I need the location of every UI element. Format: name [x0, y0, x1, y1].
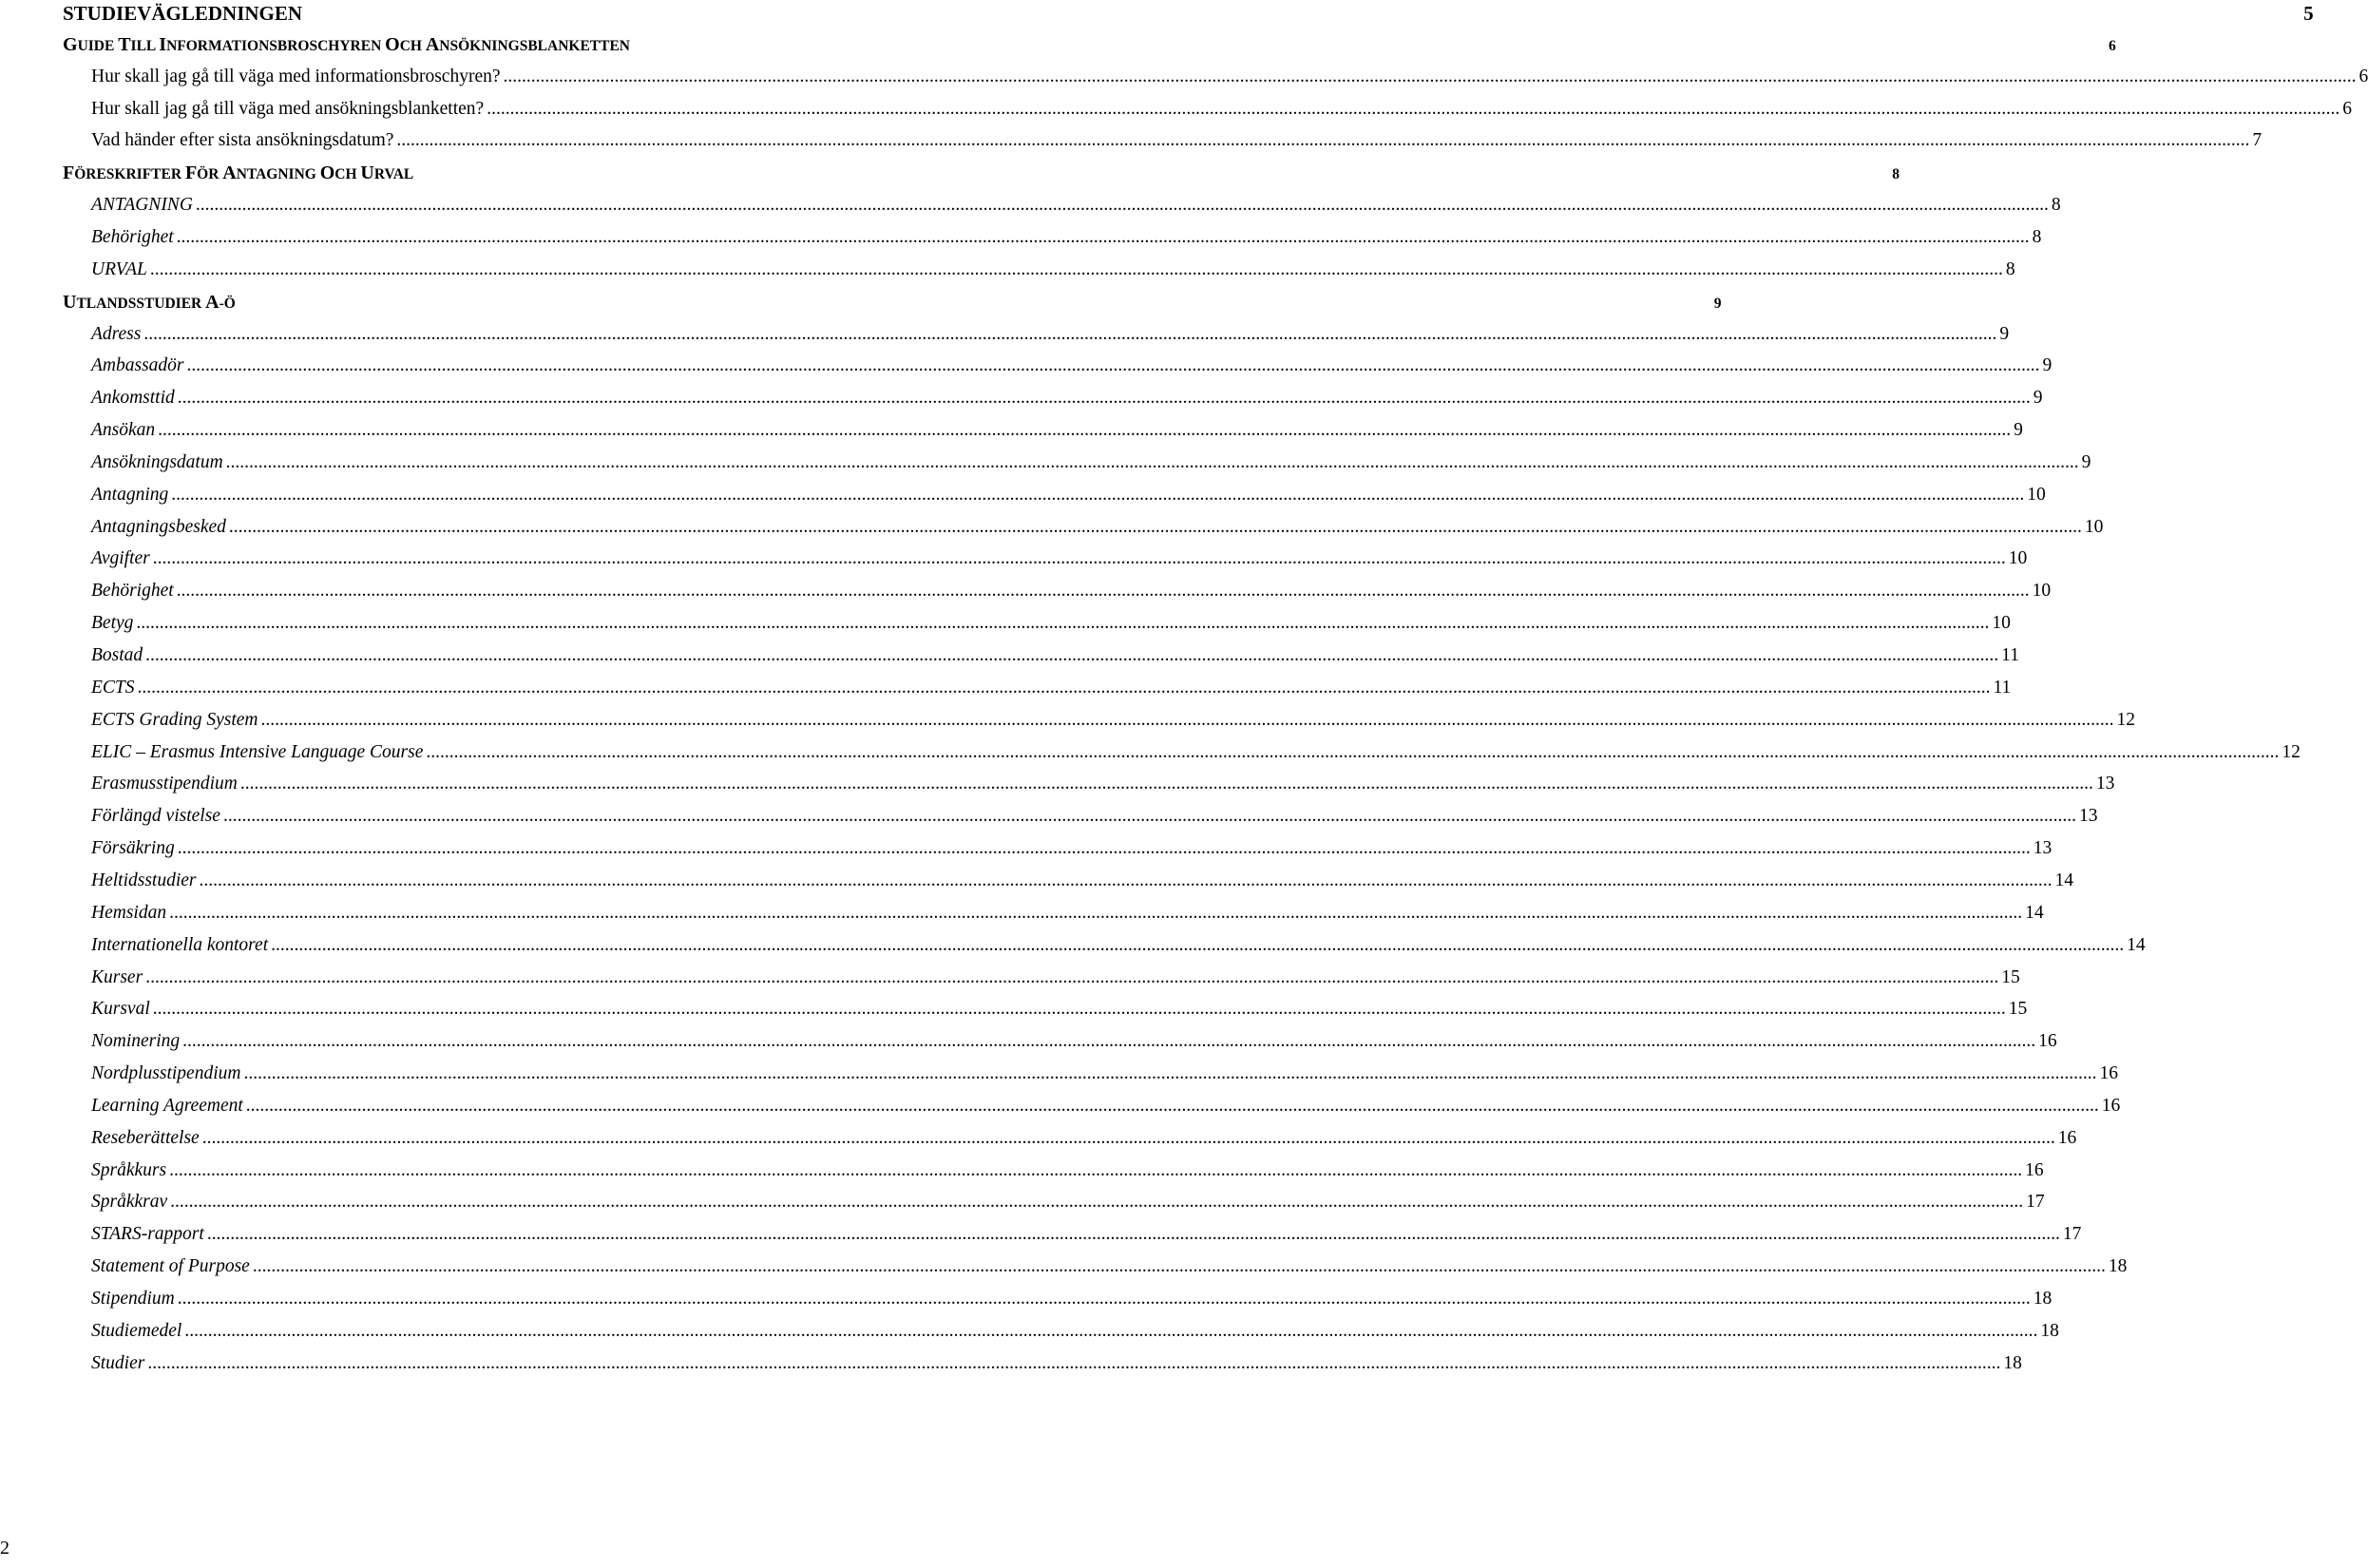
dot-leader: ................................................................................................................................................................................................................................................................................................................................................................................................................ — [169, 1159, 2023, 1180]
dot-leader: ................................................................................................................................................................................................................................................................................................................................................................................................................ — [195, 195, 2049, 216]
toc-entry-label: Ankomsttid — [91, 388, 175, 409]
toc-entry[interactable] — [91, 774, 2115, 794]
toc-entry-page: 6 — [2358, 66, 2368, 86]
dot-leader: ................................................................................................................................................................................................................................................................................................................................................................................................................ — [137, 677, 1991, 698]
toc-entry[interactable] — [91, 258, 2015, 280]
toc-entry-page: 8 — [2032, 226, 2042, 247]
dot-leader: ................................................................................................................................................................................................................................................................................................................................................................................................................ — [184, 1320, 2038, 1341]
toc-entry-page: 17 — [2026, 1192, 2045, 1213]
toc-heading[interactable] — [63, 33, 2116, 56]
dot-leader: ................................................................................................................................................................................................................................................................................................................................................................................................................ — [201, 1127, 2055, 1148]
dot-leader — [416, 166, 1889, 183]
toc-entry-page: 10 — [2032, 581, 2052, 602]
dot-leader: ................................................................................................................................................................................................................................................................................................................................................................................................................ — [199, 870, 2053, 890]
toc-entry-label: Antagning — [91, 484, 169, 505]
dot-leader: ................................................................................................................................................................................................................................................................................................................................................................................................................ — [239, 774, 2093, 794]
toc-entry-page: 18 — [2033, 1289, 2053, 1309]
dot-leader: ................................................................................................................................................................................................................................................................................................................................................................................................................ — [143, 323, 1997, 344]
toc-entry-page: 16 — [2038, 1031, 2057, 1052]
toc-heading[interactable] — [63, 163, 1900, 184]
toc-entry[interactable] — [91, 388, 2043, 409]
toc-entry-page: 6 — [2109, 37, 2116, 54]
toc-entry[interactable] — [91, 1224, 2082, 1245]
toc-entry-label: Internationella kontoret — [91, 934, 269, 955]
toc-entry-page: 16 — [2057, 1127, 2077, 1148]
toc-entry[interactable] — [91, 581, 2052, 602]
dot-leader: ................................................................................................................................................................................................................................................................................................................................................................................................................ — [152, 548, 2006, 569]
dot-leader: ................................................................................................................................................................................................................................................................................................................................................................................................................ — [158, 420, 2012, 441]
dot-leader: ................................................................................................................................................................................................................................................................................................................................................................................................................ — [149, 258, 2003, 279]
toc-entry-label: Studier — [91, 1352, 145, 1373]
toc-entry[interactable] — [91, 226, 2042, 248]
toc-entry[interactable] — [91, 934, 2146, 956]
toc-entry-page: 13 — [2033, 838, 2053, 859]
toc-entry-page: 7 — [2252, 130, 2263, 151]
toc-entry-label: ELIC – Erasmus Intensive Language Course — [91, 741, 424, 762]
toc-entry-page: 13 — [2095, 774, 2115, 794]
toc-entry-page: 11 — [1993, 677, 2012, 698]
toc-entry-label: Ansökningsdatum — [91, 451, 223, 472]
toc-entry-label: Avgifter — [91, 548, 150, 569]
toc-entry-label: Språkkurs — [91, 1159, 167, 1180]
toc-entry-page: 14 — [2054, 870, 2073, 890]
dot-leader: ................................................................................................................................................................................................................................................................................................................................................................................................................ — [228, 516, 2082, 537]
dot-leader: ................................................................................................................................................................................................................................................................................................................................................................................................................ — [396, 130, 2250, 151]
dot-leader: ................................................................................................................................................................................................................................................................................................................................................................................................................ — [136, 613, 1990, 634]
toc-entry-label: ANTAGNING — [91, 195, 193, 216]
toc-entry[interactable] — [91, 355, 2053, 376]
dot-leader: ................................................................................................................................................................................................................................................................................................................................................................................................................ — [171, 484, 2025, 505]
toc-entry[interactable] — [91, 195, 2061, 216]
toc-entry-page: 16 — [2099, 1063, 2118, 1084]
toc-entry-page: 9 — [2081, 451, 2091, 472]
toc-entry-label: STARS-rapport — [91, 1224, 204, 1245]
dot-leader: ................................................................................................................................................................................................................................................................................................................................................................................................................ — [145, 966, 1999, 987]
toc-entry-label: Reseberättelse — [91, 1127, 200, 1148]
toc-entry-label: Hemsidan — [91, 902, 167, 923]
toc-entry-page: 16 — [2101, 1095, 2121, 1116]
dot-leader: ................................................................................................................................................................................................................................................................................................................................................................................................................ — [245, 1095, 2099, 1116]
toc-entry-page: 18 — [2003, 1352, 2022, 1373]
dot-leader: ................................................................................................................................................................................................................................................................................................................................................................................................................ — [152, 999, 2006, 1020]
toc-entry-page: 18 — [2108, 1256, 2128, 1277]
dot-leader: ................................................................................................................................................................................................................................................................................................................................................................................................................ — [225, 451, 2079, 472]
toc-entry-label: ECTS — [91, 677, 135, 698]
toc-entry[interactable] — [91, 130, 2263, 151]
dot-leader: ................................................................................................................................................................................................................................................................................................................................................................................................................ — [186, 355, 2040, 376]
toc-entry[interactable] — [91, 1127, 2077, 1149]
toc-entry-label: Språkkrav — [91, 1192, 168, 1213]
toc-entry-page: 13 — [2078, 806, 2098, 827]
toc-entry-page: 9 — [1999, 323, 2010, 344]
toc-entry-label: Nordplusstipendium — [91, 1063, 241, 1084]
toc-entry[interactable] — [91, 902, 2044, 924]
dot-leader: ................................................................................................................................................................................................................................................................................................................................................................................................................ — [182, 1031, 2036, 1052]
toc-entry-label: ECTS Grading System — [91, 709, 258, 730]
toc-entry[interactable] — [91, 806, 2098, 827]
toc-entry-page: 12 — [2116, 709, 2135, 730]
toc-entry[interactable] — [91, 451, 2091, 473]
toc-entry-page: 10 — [2027, 484, 2046, 505]
dot-leader: ................................................................................................................................................................................................................................................................................................................................................................................................................ — [176, 581, 2030, 602]
toc-entry-page: 15 — [2001, 966, 2020, 987]
toc-entry-label: GUIDE TILL INFORMATIONSBROSCHYREN OCH ANSÖKNINGSBLANKETTEN — [63, 33, 630, 55]
toc-entry-label: STUDIEVÄGLEDNINGEN — [63, 2, 303, 25]
toc-entry[interactable] — [91, 323, 2010, 345]
toc-entry-page: 9 — [2014, 420, 2023, 441]
toc-entry-page: 5 — [2303, 2, 2314, 25]
toc-entry-page: 8 — [2005, 258, 2015, 279]
toc-entry-page: 8 — [1892, 166, 1900, 183]
toc-entry[interactable] — [91, 1159, 2044, 1181]
dot-leader: ................................................................................................................................................................................................................................................................................................................................................................................................................ — [177, 388, 2031, 409]
toc-entry-label: Vad händer efter sista ansökningsdatum? — [91, 130, 394, 151]
dot-leader: ................................................................................................................................................................................................................................................................................................................................................................................................................ — [487, 98, 2340, 119]
dot-leader: ................................................................................................................................................................................................................................................................................................................................................................................................................ — [177, 1289, 2031, 1309]
dot-leader: ................................................................................................................................................................................................................................................................................................................................................................................................................ — [169, 902, 2023, 923]
toc-entry-page: 9 — [1713, 295, 1722, 312]
toc-entry[interactable] — [91, 999, 2028, 1020]
toc-entry-label: Ambassadör — [91, 355, 184, 376]
toc-entry[interactable] — [91, 1320, 2059, 1342]
toc-entry-label: Statement of Purpose — [91, 1256, 250, 1277]
toc-entry-page: 11 — [2001, 645, 2019, 665]
dot-leader: ................................................................................................................................................................................................................................................................................................................................................................................................................ — [206, 1224, 2060, 1245]
toc-entry-page: 10 — [2008, 548, 2028, 569]
toc-entry-label: Hur skall jag gå till väga med informationsbroschyren? — [91, 66, 501, 86]
toc-entry-label: UTLANDSSTUDIER A-Ö — [63, 291, 236, 313]
dot-leader: ................................................................................................................................................................................................................................................................................................................................................................................................................ — [145, 645, 1999, 665]
toc-entry[interactable] — [91, 709, 2135, 731]
toc-entry[interactable] — [91, 1095, 2121, 1117]
toc-entry-label: Försäkring — [91, 838, 175, 859]
toc-entry[interactable] — [91, 516, 2104, 538]
toc-entry[interactable] — [91, 548, 2028, 569]
toc-entry-page: 14 — [2025, 902, 2044, 923]
toc-entry-label: Heltidsstudier — [91, 870, 197, 890]
dot-leader: ................................................................................................................................................................................................................................................................................................................................................................................................................ — [271, 934, 2125, 955]
toc-heading[interactable] — [63, 291, 1722, 314]
toc-entry[interactable] — [91, 645, 2019, 666]
toc-entry-page: 10 — [1992, 613, 2011, 634]
toc-entry-page: 10 — [2084, 516, 2104, 537]
toc-entry[interactable] — [91, 966, 2020, 988]
dot-leader — [305, 2, 2301, 26]
toc-entry-page: 15 — [2008, 999, 2028, 1020]
dot-leader: ................................................................................................................................................................................................................................................................................................................................................................................................................ — [503, 66, 2357, 86]
dot-leader — [239, 296, 1711, 313]
toc-entry-label: Learning Agreement — [91, 1095, 243, 1116]
toc-entry[interactable] — [91, 1352, 2022, 1374]
dot-leader: ................................................................................................................................................................................................................................................................................................................................................................................................................ — [222, 806, 2076, 827]
toc-entry[interactable] — [91, 838, 2053, 859]
toc-entry-label: Ansökan — [91, 420, 156, 441]
toc-entry-page: 16 — [2025, 1159, 2044, 1180]
toc-entry-page: 9 — [2033, 388, 2043, 409]
toc-entry-label: Studiemedel — [91, 1320, 182, 1341]
toc-entry[interactable] — [91, 613, 2011, 634]
toc-entry-label: URVAL — [91, 258, 147, 279]
toc-entry-label: Kursval — [91, 999, 150, 1020]
toc-entry-label: Stipendium — [91, 1289, 175, 1309]
dot-leader: ................................................................................................................................................................................................................................................................................................................................................................................................................ — [170, 1192, 2024, 1213]
dot-leader: ................................................................................................................................................................................................................................................................................................................................................................................................................ — [260, 709, 2114, 730]
toc-entry-label: Hur skall jag gå till väga med ansökningsblanketten? — [91, 98, 485, 119]
toc-entry-label: Bostad — [91, 645, 143, 665]
toc-heading[interactable] — [63, 2, 2314, 26]
dot-leader — [633, 38, 2106, 55]
toc-entry-label: Erasmusstipendium — [91, 774, 238, 794]
toc-entry[interactable] — [91, 420, 2023, 441]
toc-entry-page: 12 — [2282, 741, 2301, 762]
dot-leader: ................................................................................................................................................................................................................................................................................................................................................................................................................ — [177, 838, 2031, 859]
dot-leader: ................................................................................................................................................................................................................................................................................................................................................................................................................ — [243, 1063, 2097, 1084]
toc-entry-page: 9 — [2042, 355, 2053, 376]
toc-entry[interactable] — [91, 1031, 2057, 1052]
toc-entry[interactable] — [91, 1256, 2128, 1277]
toc-entry-page: 14 — [2127, 934, 2146, 955]
toc-entry[interactable] — [91, 66, 2368, 87]
dot-leader: ................................................................................................................................................................................................................................................................................................................................................................................................................ — [147, 1352, 2001, 1373]
toc-entry[interactable] — [91, 1289, 2053, 1310]
toc-entry[interactable] — [91, 677, 2012, 698]
toc-entry[interactable] — [91, 484, 2046, 506]
toc-entry-page: 17 — [2062, 1224, 2082, 1245]
toc-entry-page: 6 — [2342, 98, 2352, 119]
toc-entry-label: Kurser — [91, 966, 143, 987]
toc-entry-label: Nominering — [91, 1031, 181, 1052]
toc-entry-label: Antagningsbesked — [91, 516, 226, 537]
toc-entry[interactable] — [91, 98, 2352, 120]
dot-leader: ................................................................................................................................................................................................................................................................................................................................................................................................................ — [252, 1256, 2106, 1277]
toc-entry-page: 8 — [2051, 195, 2061, 216]
toc-entry[interactable] — [91, 741, 2301, 763]
toc-entry-page: 18 — [2040, 1320, 2059, 1341]
toc-entry-label: Förlängd vistelse — [91, 806, 220, 827]
dot-leader: ................................................................................................................................................................................................................................................................................................................................................................................................................ — [426, 741, 2280, 762]
toc-entry-label: Adress — [91, 323, 142, 344]
dot-leader: ................................................................................................................................................................................................................................................................................................................................................................................................................ — [176, 226, 2030, 247]
toc-entry[interactable] — [91, 870, 2073, 891]
toc-entry-label: Betyg — [91, 613, 134, 634]
toc-entry-label: FÖRESKRIFTER FÖR ANTAGNING OCH URVAL — [63, 163, 414, 184]
toc-entry-label: Behörighet — [91, 581, 174, 602]
toc-entry[interactable] — [91, 1063, 2118, 1084]
page-number: 2 — [0, 1538, 10, 1558]
toc-entry-label: Behörighet — [91, 226, 174, 247]
toc-entry[interactable] — [91, 1192, 2045, 1213]
